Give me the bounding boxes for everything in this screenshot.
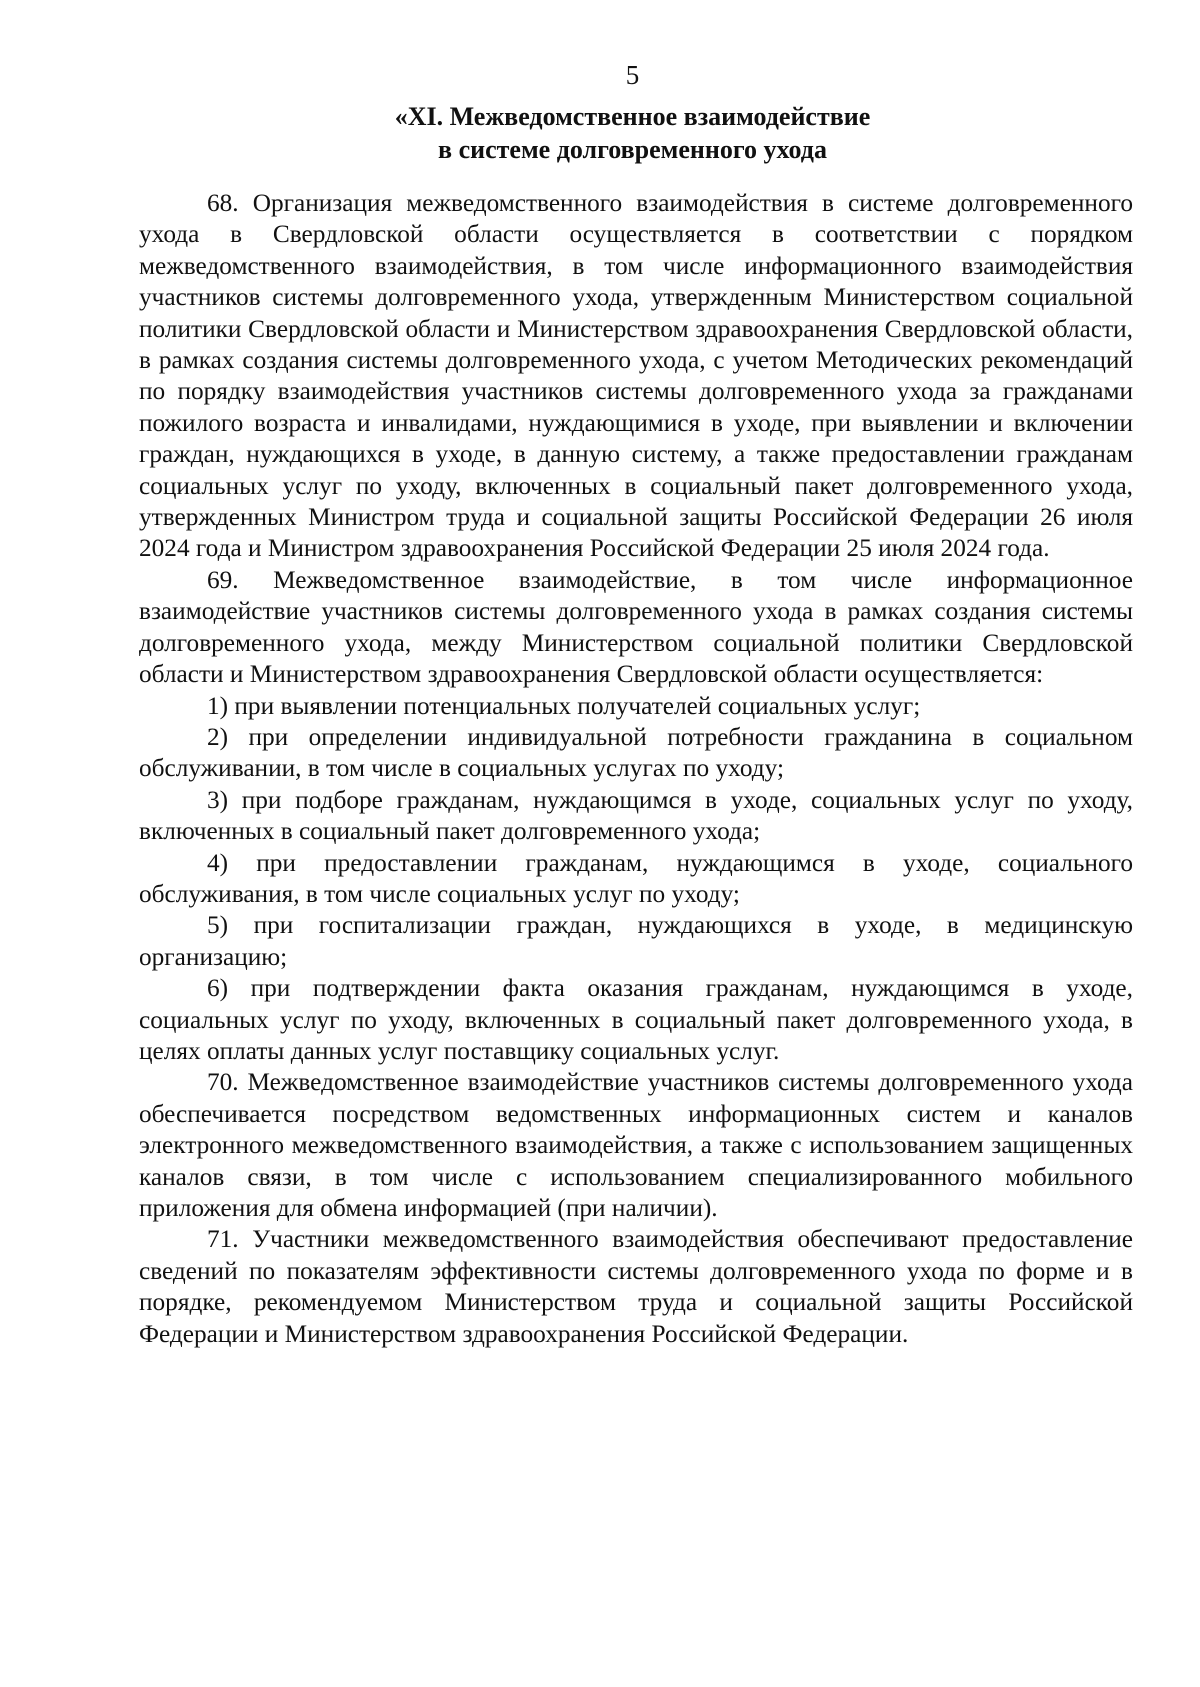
list-item-3: 3) при подборе гражданам, нуждающимся в уходе, социальных услуг по уходу, включенных в социальный пакет долговременного ухода;	[139, 785, 1133, 846]
list-item-6: 6) при подтверждении факта оказания гражданам, нуждающимся в уходе, социальных услуг по уходу, включенных в социальный пакет долговременного ухода, в целях оплаты данных услуг поставщику социальных услуг.	[139, 974, 1133, 1065]
page-number: 5	[625, 60, 640, 90]
list-item-5: 5) при госпитализации граждан, нуждающихся в уходе, в медицинскую организацию;	[139, 911, 1133, 971]
section-title	[0, 100, 1200, 166]
list-item-1: 1) при выявлении потенциальных получателей социальных услуг;	[207, 691, 921, 720]
section-title-line-1: «XI. Межведомственное взаимодействие	[394, 102, 871, 131]
paragraph-69: 69. Межведомственное взаимодействие, в том числе информационное взаимодействие участников системы долговременного ухода в рамках создания системы долговременного ухода, между Министерством социальной политики Свердловской области и Министерством здравоохранения Свердловской области осуществляется:	[139, 565, 1133, 689]
paragraph-71: 71. Участники межведомственного взаимодействия обеспечивают предоставление сведений по показателям эффективности системы долговременного ухода по форме и в порядке, рекомендуемом Министерством труда и социальной защиты Российской Федерации и Министерством здравоохранения Российской Федерации.	[139, 1225, 1133, 1348]
document-body	[139, 188, 1133, 1350]
paragraph-70: 70. Межведомственное взаимодействие участников системы долговременного ухода обеспечивается посредством ведомственных информационных систем и каналов электронного межведомственного взаимодействия, а также с использованием защищенных каналов связи, в том числе с использованием специализированного мобильного приложения для обмена информацией (при наличии).	[139, 1068, 1133, 1222]
list-item-4: 4) при предоставлении гражданам, нуждающимся в уходе, социального обслуживания, в том числе социальных услуг по уходу;	[139, 848, 1133, 908]
paragraph-68: 68. Организация межведомственного взаимодействия в системе долговременного ухода в Свердловской области осуществляется в соответствии с порядком межведомственного взаимодействия, в том числе информационного взаимодействия участников системы долговременного ухода, утвержденным Министерством социальной политики Свердловской области и Министерством здравоохранения Свердловской области, в рамках создания системы долговременного ухода, с учетом Методических рекомендаций по порядку взаимодействия участников системы долговременного ухода за гражданами пожилого возраста и инвалидами, нуждающимися в уходе, при выявлении и включении граждан, нуждающихся в уходе, в данную систему, а также предоставлении гражданам социальных услуг по уходу, включенных в социальный пакет долговременного ухода, утвержденных Министром труда и социальной защиты Российской Федерации 26 июля 2024 года и Министром здравоохранения Российской Федерации 25 июля 2024 года.	[139, 189, 1133, 563]
list-item-2: 2) при определении индивидуальной потребности гражданина в социальном обслуживании, в том числе в социальных услугах по уходу;	[139, 722, 1133, 783]
section-title-line-2: в системе долговременного ухода	[438, 135, 827, 164]
